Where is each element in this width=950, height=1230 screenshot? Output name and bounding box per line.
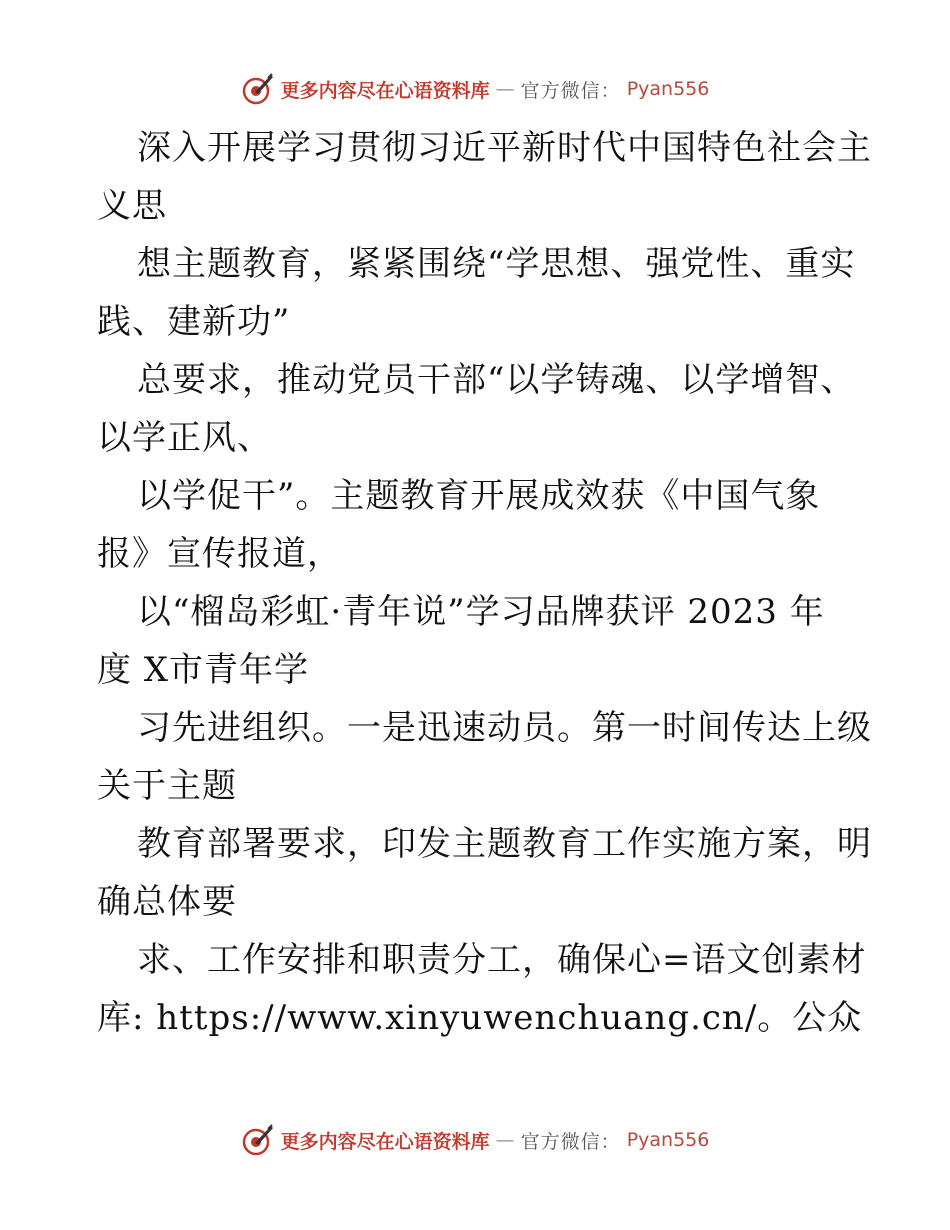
body-line: 报》宣传报道， [97, 534, 342, 574]
watermark-wechat-id: Pyan556 [626, 78, 710, 100]
watermark-site-text: 更多内容尽在心语资料库 [280, 1130, 490, 1153]
body-line: 以“榴岛彩虹·青年说”学习品牌获评 2023 年 [137, 592, 825, 632]
watermark-official-label: 官方微信： [520, 1130, 621, 1153]
header-watermark [0, 69, 950, 109]
body-line: 想主题教育，紧紧围绕“学思想、强党性、重实 [137, 244, 856, 284]
quill-pen-logo-icon [241, 72, 275, 106]
body-line: 求、工作安排和职责分工，确保心=语文创素材 [137, 940, 867, 980]
body-line: 教育部署要求，印发主题教育工作实施方案，明 [137, 824, 872, 864]
body-line: 深入开展学习贯彻习近平新时代中国特色社会主 [137, 128, 872, 168]
watermark-wechat-id: Pyan556 [626, 1129, 710, 1151]
body-line: 关于主题 [97, 766, 237, 806]
watermark-official-label: 官方微信： [520, 79, 621, 102]
body-line: 库: https://www.xinyuwenchuang.cn/。公众 [97, 998, 863, 1038]
body-line: 以学促干”。主题教育开展成效获《中国气象 [137, 476, 821, 516]
watermark-dash: — [495, 1129, 515, 1151]
body-line: 以学正风、 [97, 418, 272, 458]
watermark-site-text: 更多内容尽在心语资料库 [280, 79, 490, 102]
quill-pen-logo-icon [241, 1123, 275, 1157]
body-line: 确总体要 [97, 882, 237, 922]
footer-watermark [0, 1120, 950, 1160]
watermark-dash: — [495, 78, 515, 100]
body-line: 践、建新功” [97, 302, 291, 342]
document-body [97, 119, 872, 1047]
body-line: 习先进组织。一是迅速动员。第一时间传达上级 [137, 708, 872, 748]
body-line: 度 X市青年学 [97, 650, 310, 690]
body-line: 义思 [97, 186, 167, 226]
body-line: 总要求，推动党员干部“以学铸魂、以学增智、 [137, 360, 856, 400]
